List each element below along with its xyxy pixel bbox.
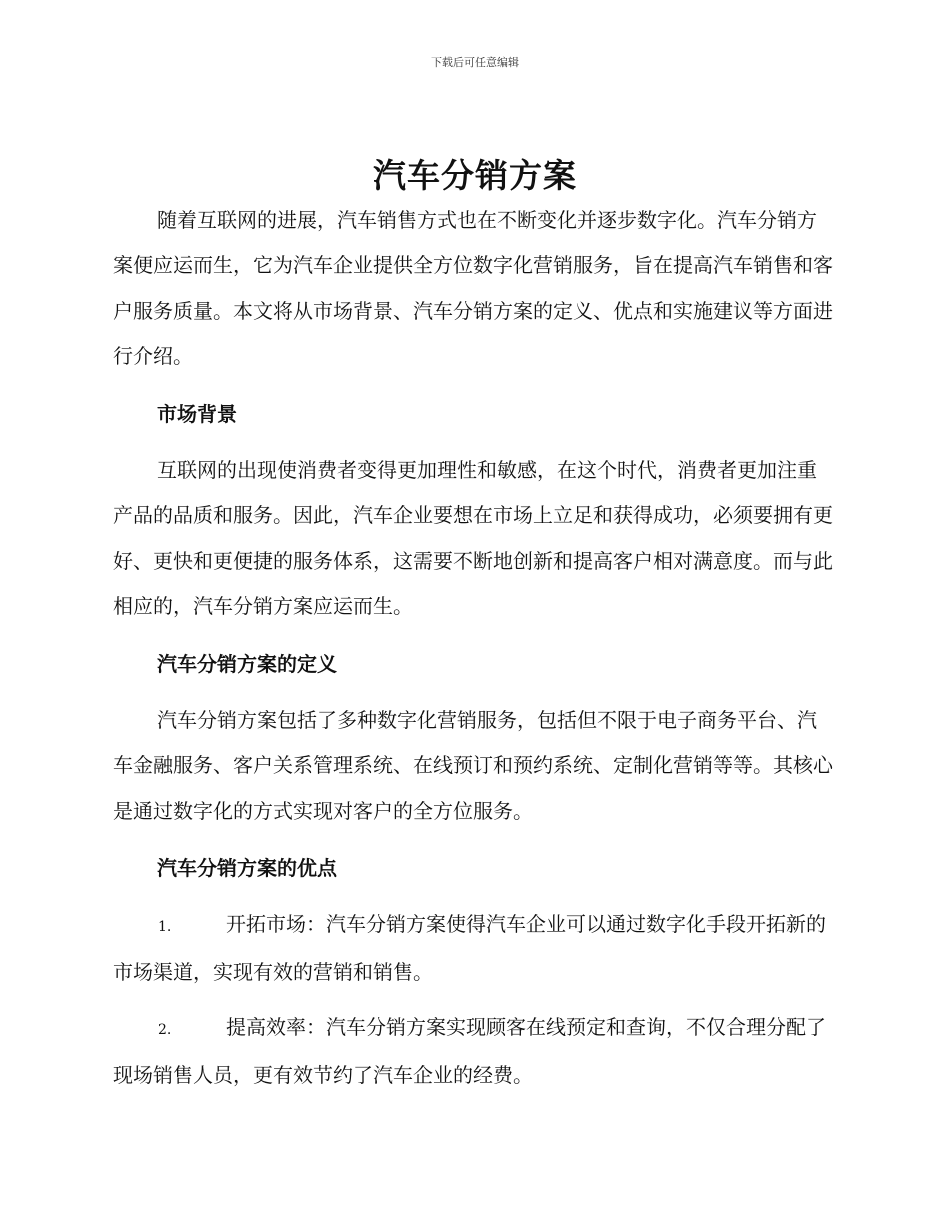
list-item-text: 提高效率：汽车分销方案实现顾客在线预定和查询，不仅合理分配了现场销售人员，更有效节约了汽车企业的经费。 (113, 1015, 826, 1088)
section-heading-market-background: 市场背景 (157, 402, 237, 426)
definition-paragraph: 汽车分销方案包括了多种数字化营销服务，包括但不限于电子商务平台、汽车金融服务、客户关系管理系统、在线预订和预约系统、定制化营销等等。其核心是通过数字化的方式实现对客户的全方位服务。 (113, 708, 833, 823)
list-item-text: 开拓市场：汽车分销方案使得汽车企业可以通过数字化手段开拓新的市场渠道，实现有效的营销和销售。 (113, 912, 826, 985)
list-item-number: 2. (158, 1022, 172, 1038)
section-heading-advantages: 汽车分销方案的优点 (157, 856, 337, 880)
section-heading-definition: 汽车分销方案的定义 (157, 652, 337, 676)
list-item (113, 902, 835, 996)
market-background-paragraph: 互联网的出现使消费者变得更加理性和敏感，在这个时代，消费者更加注重产品的品质和服务。因此，汽车企业要想在市场上立足和获得成功，必须要拥有更好、更快和更便捷的服务体系，这需要不断地创新和提高客户相对满意度。而与此相应的，汽车分销方案应运而生。 (113, 458, 833, 618)
list-item-number: 1. (158, 919, 172, 935)
list-item (113, 1005, 835, 1099)
document-title: 汽车分销方案 (373, 156, 577, 195)
page-header: 下载后可任意编辑 (431, 56, 519, 69)
intro-paragraph: 随着互联网的进展，汽车销售方式也在不断变化并逐步数字化。汽车分销方案便应运而生，它为汽车企业提供全方位数字化营销服务，旨在提高汽车销售和客户服务质量。本文将从市场背景、汽车分销方案的定义、优点和实施建议等方面进行介绍。 (113, 208, 833, 368)
